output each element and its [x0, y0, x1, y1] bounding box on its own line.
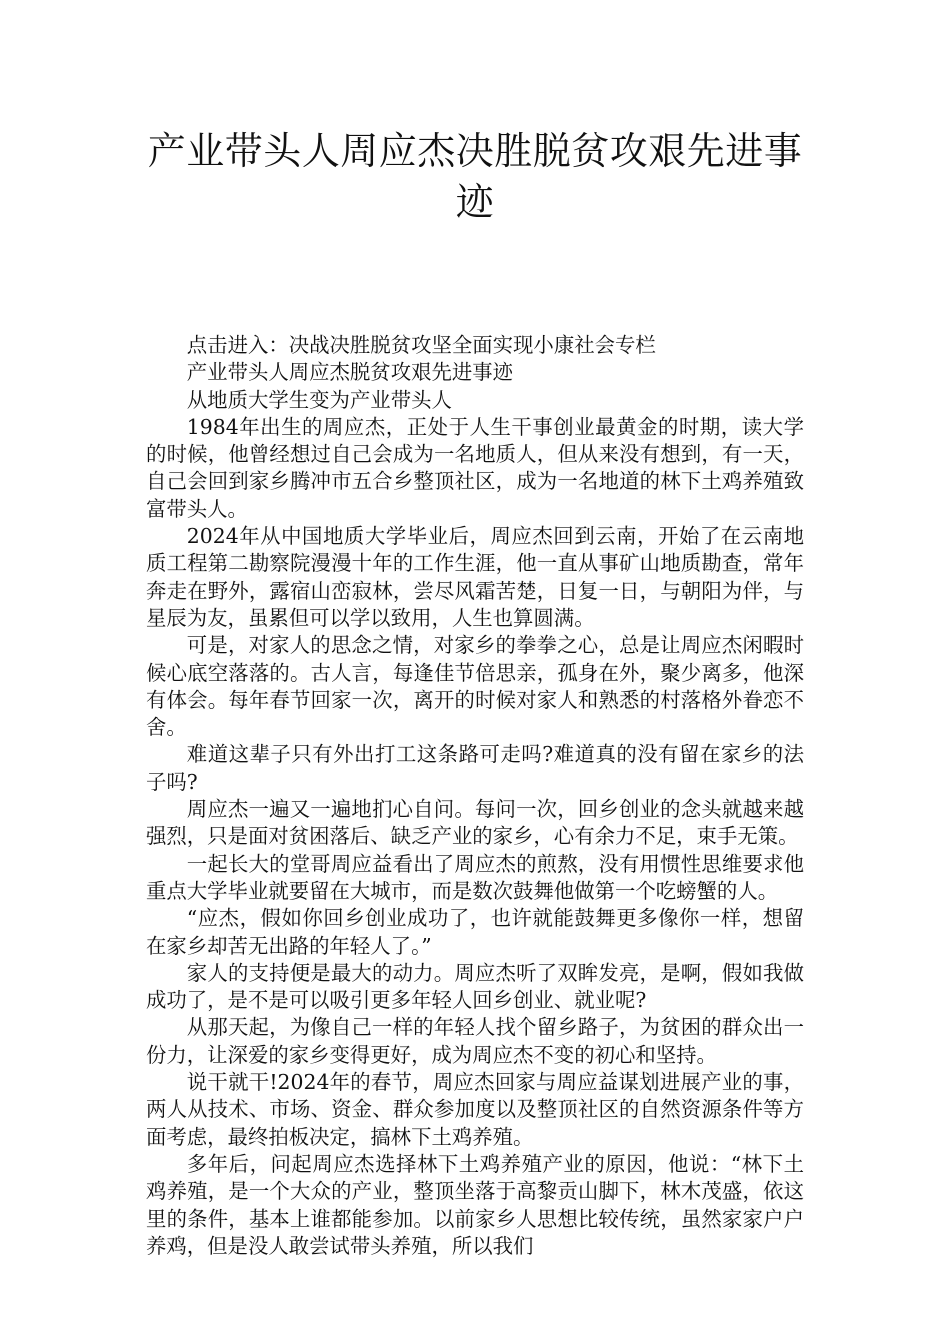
paragraph-quote: “应杰，假如你回乡创业成功了，也许就能鼓舞更多像你一样，想留在家乡却苦无出路的年轻人了。”: [146, 906, 804, 958]
paragraph: 一起长大的堂哥周应益看出了周应杰的煎熬，没有用惯性思维要求他重点大学毕业就要留在大城市，而是数次鼓舞他做第一个吃螃蟹的人。: [146, 851, 804, 903]
paragraph: 1984年出生的周应杰，正处于人生干事创业最黄金的时期，读大学的时候，他曾经想过自己会成为一名地质人，但从来没有想到，有一天，自己会回到家乡腾冲市五合乡整顶社区，成为一名地道的林下土鸡养殖致富带头人。: [146, 414, 804, 521]
document-body: [146, 332, 804, 1260]
paragraph: 难道这辈子只有外出打工这条路可走吗?难道真的没有留在家乡的法子吗?: [146, 742, 804, 794]
paragraph: 2024年从中国地质大学毕业后，周应杰回到云南，开始了在云南地质工程第二勘察院漫漫十年的工作生涯，他一直从事矿山地质勘查，常年奔走在野外，露宿山峦寂林，尝尽风霜苦楚，日复一日，与朝阳为伴，与星辰为友，虽累但可以学以致用，人生也算圆满。: [146, 524, 804, 630]
paragraph-subtitle: 产业带头人周应杰脱贫攻艰先进事迹: [186, 360, 514, 385]
paragraph-section-heading: 从地质大学生变为产业带头人: [186, 387, 452, 412]
paragraph: 从那天起，为像自己一样的年轻人找个留乡路子，为贫困的群众出一份力，让深爱的家乡变得更好，成为周应杰不变的初心和坚持。: [146, 1015, 804, 1067]
paragraph-link-line[interactable]: 点击进入：决战决胜脱贫攻坚全面实现小康社会专栏: [186, 333, 656, 357]
paragraph: 周应杰一遍又一遍地扪心自问。每问一次，回乡创业的念头就越来越强烈，只是面对贫困落后、缺乏产业的家乡，心有余力不足，束手无策。: [146, 797, 804, 849]
paragraph: 可是，对家人的思念之情，对家乡的拳拳之心，总是让周应杰闲暇时候心底空落落的。古人言，每逢佳节倍思亲，孤身在外，聚少离多，他深有体会。每年春节回家一次，离开的时候对家人和熟悉的村落格外眷恋不舍。: [146, 633, 804, 740]
document-title: 产业带头人周应杰决胜脱贫攻艰先进事迹: [147, 129, 803, 224]
paragraph: 家人的支持便是最大的动力。周应杰听了双眸发亮，是啊，假如我做成功了，是不是可以吸引更多年轻人回乡创业、就业呢?: [146, 960, 804, 1013]
paragraph: 多年后，问起周应杰选择林下土鸡养殖产业的原因，他说：“林下土鸡养殖，是一个大众的产业，整顶坐落于高黎贡山脚下，林木茂盛，依这里的条件，基本上谁都能参加。以前家乡人思想比较传统，虽然家家户户养鸡，但是没人敢尝试带头养殖，所以我们: [146, 1151, 804, 1258]
paragraph: 说干就干!2024年的春节，周应杰回家与周应益谋划进展产业的事，两人从技术、市场、资金、群众参加度以及整顶社区的自然资源条件等方面考虑，最终拍板决定，搞林下土鸡养殖。: [146, 1070, 804, 1149]
